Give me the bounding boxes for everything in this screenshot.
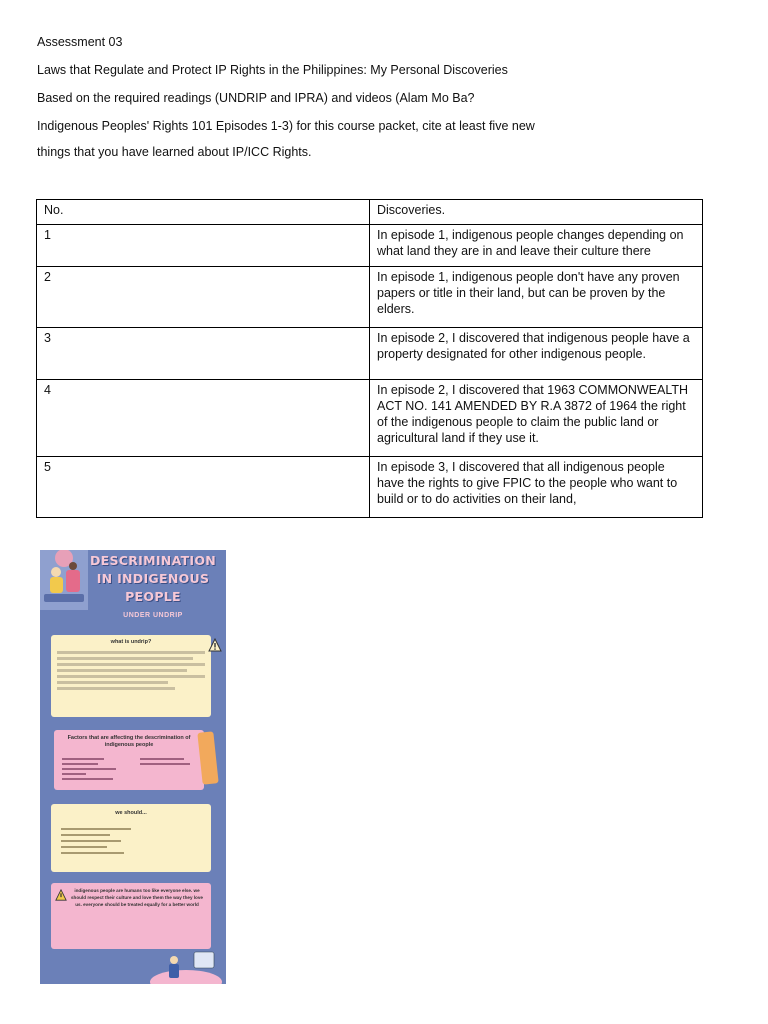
factors-card <box>54 730 204 790</box>
instruction-line-1: Based on the required readings (UNDRIP and IPRA) and videos (Alam Mo Ba? <box>37 91 475 105</box>
figures-illustration-icon <box>150 948 226 984</box>
poster-message: indigenous people are humans too like everyone else. we should respect their culture and love them the way they love us. everyone should be treated equally for a better world <box>71 888 203 907</box>
table-row <box>37 457 703 518</box>
poster-title: DESCRIMINATION IN INDIGENOUS PEOPLE <box>89 553 217 604</box>
row-discovery: In episode 1, indigenous people changes depending on what land they are in and leave their culture there <box>370 225 703 267</box>
row-discovery: In episode 1, indigenous people don't have any proven papers or title in their land, but can be proven by the elders. <box>370 267 703 328</box>
infographic-poster <box>40 550 226 984</box>
table-row <box>37 225 703 267</box>
we-should-card <box>51 804 211 872</box>
card-heading: we should... <box>115 810 147 816</box>
row-discovery: In episode 3, I discovered that all indigenous people have the rights to give FPIC to the people who want to build or to do activities on their land, <box>370 457 703 518</box>
card-heading: what is undrip? <box>110 639 152 645</box>
discoveries-table <box>36 199 703 518</box>
instruction-line-3: things that you have learned about IP/ICC Rights. <box>37 145 312 159</box>
row-discovery: In episode 2, I discovered that 1963 COMMONWEALTH ACT NO. 141 AMENDED BY R.A 3872 of 1964 the right of the indigenous people to claim the public land or agricultural land if they use it. <box>370 380 703 457</box>
assessment-heading: Laws that Regulate and Protect IP Rights in the Philippines: My Personal Discoveries <box>37 63 508 77</box>
row-number: 5 <box>37 457 370 518</box>
message-card <box>51 883 211 949</box>
assessment-title: Assessment 03 <box>37 35 123 49</box>
warning-icon <box>208 638 222 652</box>
table-row <box>37 328 703 380</box>
undrip-card <box>51 635 211 717</box>
table-header-row <box>37 200 703 225</box>
card-text-lines <box>140 758 195 768</box>
card-heading: Factors that are affecting the descrimination of indigenous people <box>67 735 191 748</box>
warning-icon <box>55 889 67 901</box>
header-no: No. <box>37 200 370 225</box>
instruction-line-2: Indigenous Peoples' Rights 101 Episodes 1-3) for this course packet, cite at least five new <box>37 119 535 133</box>
row-number: 3 <box>37 328 370 380</box>
row-number: 4 <box>37 380 370 457</box>
header-discoveries: Discoveries. <box>370 200 703 225</box>
card-text-lines <box>57 651 205 690</box>
row-number: 1 <box>37 225 370 267</box>
table-row <box>37 267 703 328</box>
card-text-lines <box>62 758 122 783</box>
row-number: 2 <box>37 267 370 328</box>
table-row <box>37 380 703 457</box>
poster-subtitle: UNDER UNDRIP <box>123 612 183 619</box>
card-text-lines <box>61 828 131 858</box>
row-discovery: In episode 2, I discovered that indigenous people have a property designated for other indigenous people. <box>370 328 703 380</box>
